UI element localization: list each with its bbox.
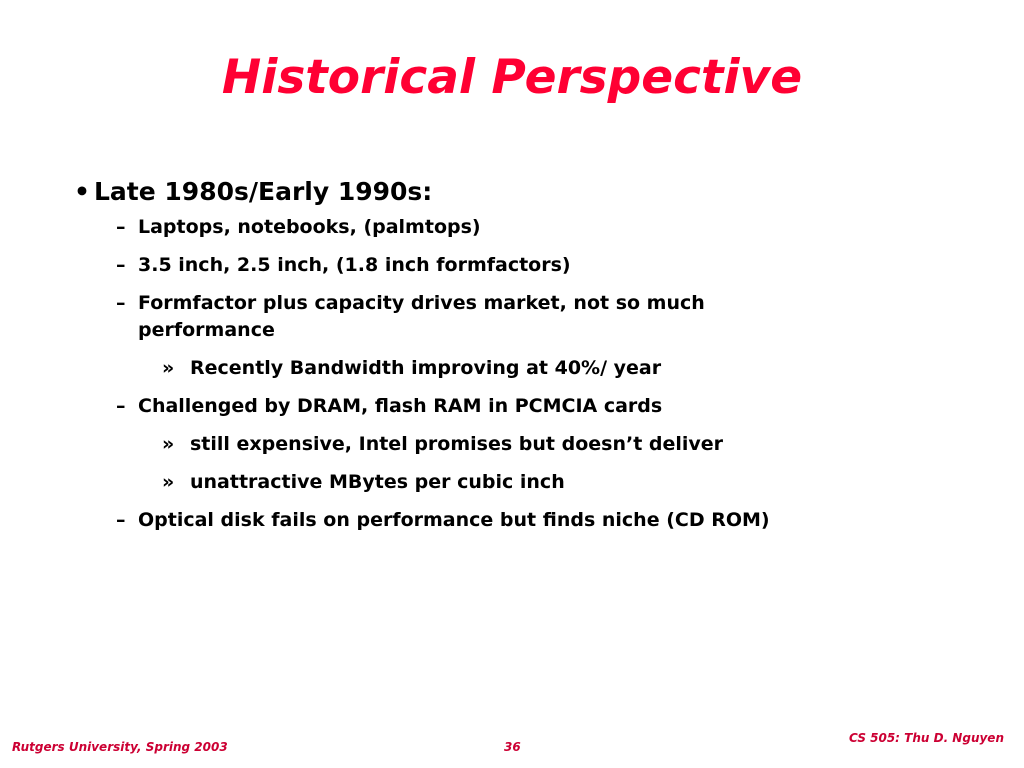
- sub-bullet-text: Formfactor plus capacity drives market, not so much performance: [138, 292, 705, 341]
- dash-marker: –: [116, 254, 126, 276]
- sub-sub-bullet-item: [74, 355, 874, 382]
- sub-bullet-text: Optical disk fails on performance but finds niche (CD ROM): [138, 509, 770, 531]
- sub-sub-bullet-item: [74, 469, 874, 496]
- bullet-text: Late 1980s/Early 1990s:: [94, 177, 433, 206]
- sub-bullet-item: [74, 290, 828, 344]
- sub-bullet-item: [74, 393, 828, 420]
- dash-marker: –: [116, 395, 126, 417]
- sub-bullet-item: [74, 214, 828, 241]
- slide-title: Historical Perspective: [221, 50, 803, 105]
- dash-marker: –: [116, 509, 126, 531]
- sub-sub-bullet-text: still expensive, Intel promises but doesn’t deliver: [190, 433, 724, 455]
- sub-bullet-text: Laptops, notebooks, (palmtops): [138, 216, 481, 238]
- footer-page-number: 36: [504, 740, 521, 754]
- chevron-marker: »: [162, 357, 175, 379]
- sub-bullet-text: 3.5 inch, 2.5 inch, (1.8 inch formfactors): [138, 254, 571, 276]
- sub-sub-bullet-text: Recently Bandwidth improving at 40%/ year: [190, 357, 662, 379]
- footer-institution: Rutgers University, Spring 2003: [12, 740, 228, 754]
- dash-marker: –: [116, 216, 126, 238]
- chevron-marker: »: [162, 471, 175, 493]
- sub-bullet-text: Challenged by DRAM, flash RAM in PCMCIA cards: [138, 395, 663, 417]
- bullet-list: [74, 176, 874, 545]
- bullet-marker: •: [74, 177, 90, 206]
- dash-marker: –: [116, 292, 126, 314]
- sub-sub-bullet-text: unattractive MBytes per cubic inch: [190, 471, 565, 493]
- sub-sub-bullet-item: [74, 431, 874, 458]
- chevron-marker: »: [162, 433, 175, 455]
- bullet-item: [74, 176, 874, 210]
- sub-bullet-item: [74, 252, 828, 279]
- footer-author: CS 505: Thu D. Nguyen: [848, 731, 1004, 745]
- sub-bullet-item: [74, 507, 828, 534]
